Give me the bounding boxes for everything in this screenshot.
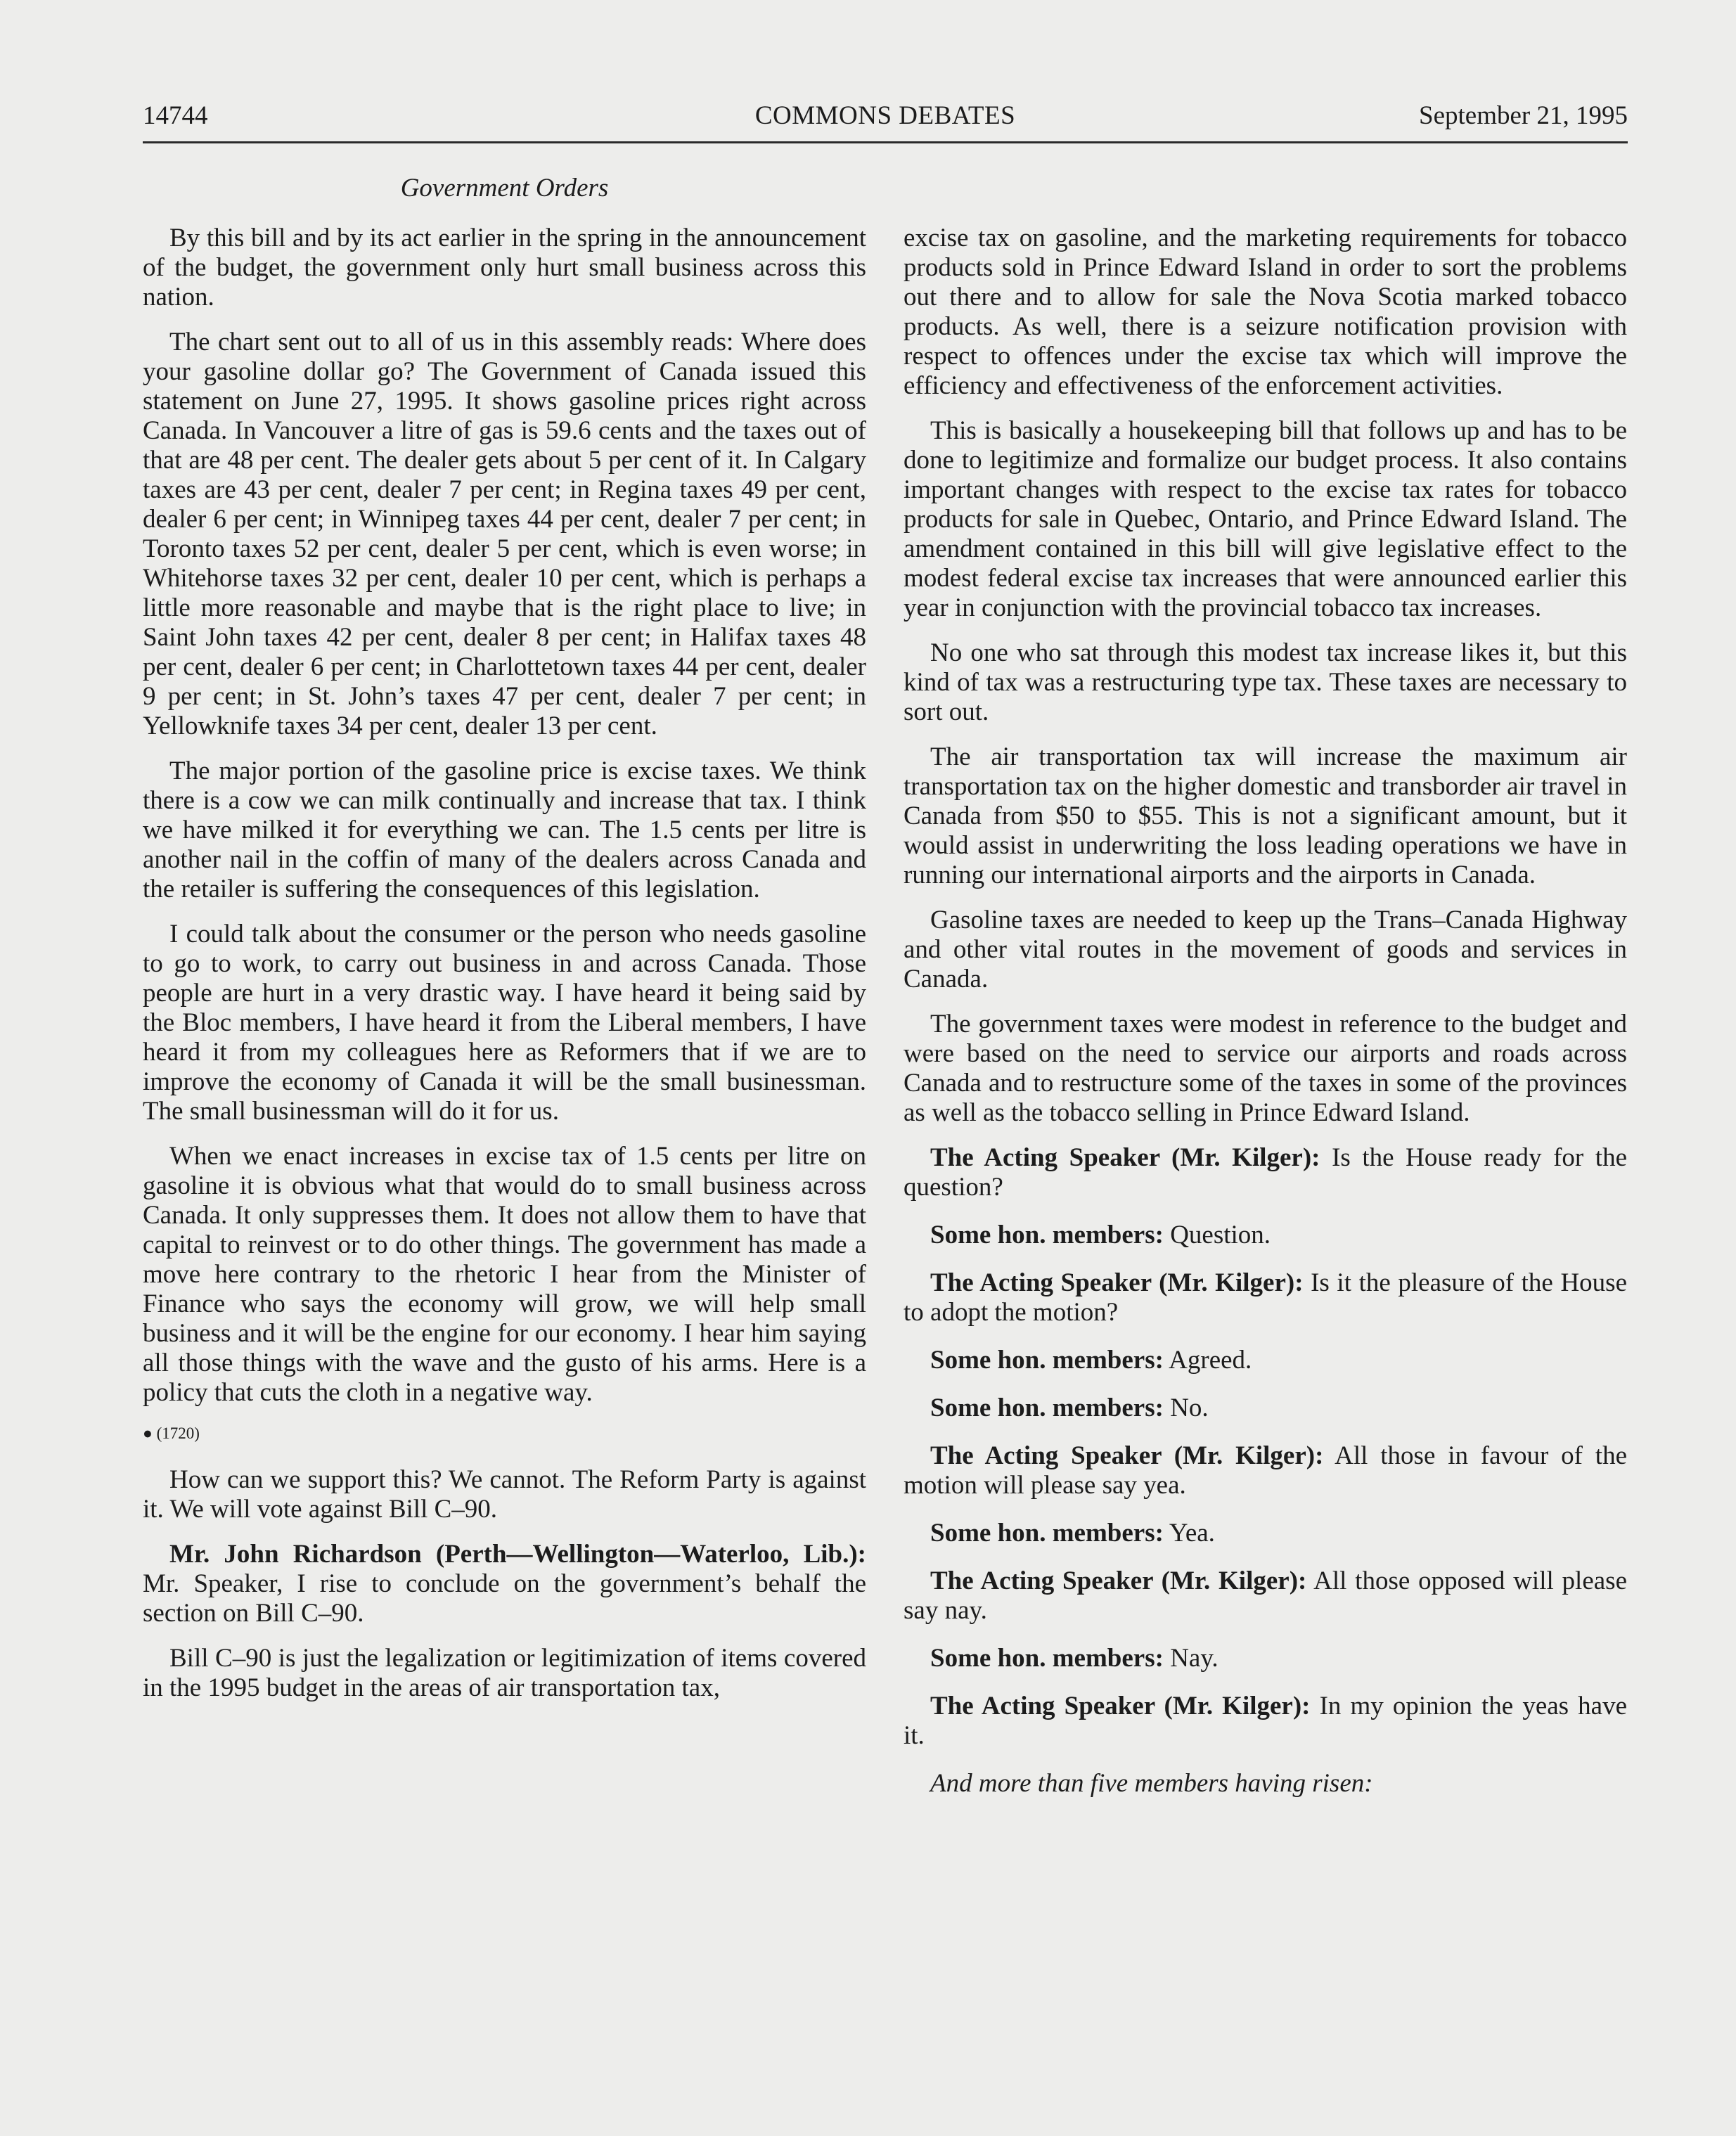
header-rule — [143, 141, 1628, 143]
exchange — [904, 1346, 1627, 1375]
speaker-name: Some hon. members: — [930, 1644, 1164, 1673]
paragraph: I could talk about the consumer or the person who needs gasoline to go to work, to carry out business in and across Canada. Those people are hurt in a very drastic way. I have heard it being said by the Bloc members, I have heard it from the Liberal members, I have heard it from my colleagues here as Reformers that if we are to improve the economy of Canada it will be the small businessman. The small businessman will do it for us. — [143, 920, 866, 1126]
page-date: September 21, 1995 — [1419, 101, 1628, 130]
paragraph: This is basically a housekeeping bill that follows up and has to be done to legitimize and formalize our budget process. It also contains important changes with respect to the excise tax rates for tobacco products for sale in Quebec, Ontario, and Prince Edward Island. The amendment contained in this bill will give legislative effect to the modest federal excise tax increases that were announced earlier this year in conjunction with the provincial tobacco tax increases. — [904, 416, 1627, 622]
publication-title: COMMONS DEBATES — [754, 101, 1016, 130]
speaker-name: Some hon. members: — [930, 1346, 1164, 1375]
speech-text: Yea. — [1163, 1519, 1215, 1548]
paragraph: excise tax on gasoline, and the marketing requirements for tobacco products sold in Prince Edward Island in order to sort the problems out there and to allow for sale the Nova Scotia marked tobacco products. As well, there is a seizure notification provision with respect to offences under the excise tax which will improve the efficiency and effectiveness of the enforcement activities. — [904, 224, 1627, 400]
paragraph: The major portion of the gasoline price is excise taxes. We think there is a cow we can milk continually and increase that tax. I think we have milked it for everything we can. The 1.5 cents per litre is another nail in the coffin of many of the dealers across Canada and the retailer is suffering the consequences of this legislation. — [143, 757, 866, 903]
speech-text: Is it the pleasure of the House to adopt the motion? — [904, 1268, 1627, 1327]
section-title: Government Orders — [400, 174, 609, 202]
closing-stage-direction: And more than five members having risen: — [930, 1769, 1373, 1798]
exchange — [904, 1644, 1627, 1673]
speech-text: All those in favour of the motion will please say yea. — [904, 1441, 1627, 1500]
right-column — [904, 224, 1627, 1814]
speaker-name: The Acting Speaker (Mr. Kilger): — [930, 1692, 1311, 1720]
exchange — [904, 1143, 1627, 1202]
paragraph: By this bill and by its act earlier in the spring in the announcement of the budget, the government only hurt small business across this nation. — [143, 224, 866, 311]
speech-text: All those opposed will please say nay. — [904, 1566, 1628, 1625]
speaker-name: The Acting Speaker (Mr. Kilger): — [930, 1566, 1307, 1595]
paragraph: Bill C–90 is just the legalization or legitimization of items covered in the 1995 budget in the areas of air transportation tax, — [143, 1644, 866, 1702]
paragraph: The chart sent out to all of us in this assembly reads: Where does your gasoline dollar go? The Government of Canada issued this statement on June 27, 1995. It shows gasoline prices right across Canada. In Vancouver a litre of gas is 59.6 cents and the taxes out of that are 48 per cent. The dealer gets about 5 per cent of it. In Calgary taxes are 43 per cent, dealer 7 per cent; in Regina taxes 49 per cent, dealer 6 per cent; in Winnipeg taxes 44 per cent, dealer 7 per cent; in Toronto taxes 52 per cent, dealer 5 per cent, which is even worse; in Whitehorse taxes 32 per cent, dealer 10 per cent, which is perhaps a little more reasonable and maybe that is the right place to live; in Saint John taxes 42 per cent, dealer 8 per cent; in Halifax taxes 48 per cent, dealer 6 per cent; in Charlottetown taxes 44 per cent, dealer 9 per cent; in St. John’s taxes 47 per cent, dealer 7 per cent; in Yellowknife taxes 34 per cent, dealer 13 per cent. — [143, 328, 866, 740]
exchange — [904, 1692, 1627, 1751]
paragraph: When we enact increases in excise tax of 1.5 cents per litre on gasoline it is obvious what that would do to small business across Canada. It only suppresses them. It does not allow them to have that capital to reinvest or to do other things. The government has made a move here contrary to the rhetoric I hear from the Minister of Finance who says the economy will grow, we will help small business and it will be the engine for our economy. I hear him saying all those things with the wave and the gusto of his arms. Here is a policy that cuts the cloth in a negative way. — [143, 1142, 866, 1407]
paragraph: How can we support this? We cannot. The Reform Party is against it. We will vote against Bill C–90. — [143, 1465, 866, 1524]
exchange — [904, 1566, 1627, 1626]
speaker-name: Some hon. members: — [930, 1519, 1164, 1548]
exchange — [904, 1441, 1627, 1500]
speech-text: Mr. Speaker, I rise to conclude on the government’s behalf the section on Bill C–90. — [143, 1569, 866, 1628]
speech-text: In my opinion the yeas have it. — [904, 1692, 1627, 1750]
speech-text: Question. — [1163, 1221, 1271, 1249]
paragraph: No one who sat through this modest tax increase likes it, but this kind of tax was a restructuring type tax. These taxes are necessary to sort out. — [904, 638, 1627, 726]
speech-text: Agreed. — [1163, 1346, 1252, 1375]
speech-richardson — [143, 1540, 866, 1628]
page-header — [143, 101, 1628, 143]
paragraph: Gasoline taxes are needed to keep up the Trans–Canada Highway and other vital routes in the movement of goods and services in Canada. — [904, 906, 1627, 993]
time-marker: ● (1720) — [143, 1424, 200, 1442]
exchange — [904, 1221, 1627, 1250]
paragraph: The air transportation tax will increase the maximum air transportation tax on the higher domestic and transborder air travel in Canada from $50 to $55. This is not a significant amount, but it would assist in underwriting the loss leading operations we have in running our international airports and the airports in Canada. — [904, 742, 1627, 889]
speech-text: No. — [1163, 1394, 1209, 1422]
exchange — [904, 1268, 1627, 1327]
speaker-name: Some hon. members: — [930, 1221, 1164, 1249]
paragraph: The government taxes were modest in reference to the budget and were based on the need to service our airports and roads across Canada and to restructure some of the taxes in some of the provinces as well as the tobacco selling in Prince Edward Island. — [904, 1010, 1627, 1127]
speaker-name: The Acting Speaker (Mr. Kilger): — [930, 1143, 1320, 1172]
speaker-name: The Acting Speaker (Mr. Kilger): — [930, 1441, 1324, 1470]
speaker-name: Mr. John Richardson (Perth—Wellington—Waterloo, Lib.): — [169, 1540, 866, 1569]
exchange — [904, 1394, 1627, 1423]
left-column — [143, 224, 866, 1718]
speech-text: Is the House ready for the question? — [904, 1143, 1627, 1202]
speaker-name: Some hon. members: — [930, 1394, 1164, 1422]
exchange — [904, 1519, 1627, 1548]
speech-text: Nay. — [1163, 1644, 1219, 1673]
speaker-name: The Acting Speaker (Mr. Kilger): — [930, 1268, 1304, 1297]
page-number: 14744 — [143, 101, 208, 130]
